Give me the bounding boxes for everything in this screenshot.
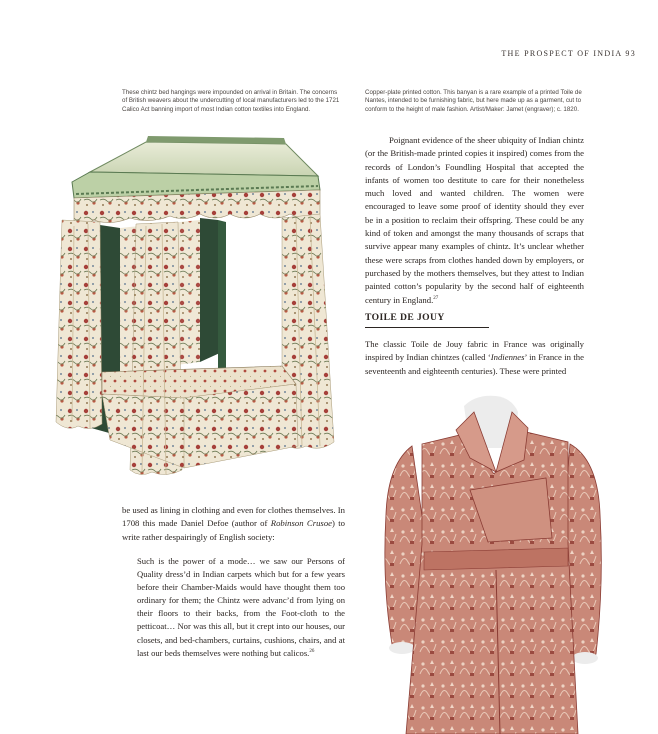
robinson-crusoe-title: Robinson Crusoe [270, 518, 333, 529]
foundling-paragraph [365, 134, 584, 307]
quote-text: Such is the power of a mode… we saw our Persons of Quality dress’d in Indian carpets which but for a few years before their Chamber-Maids would have thought them too ordinary for them; the Chintz were advanc’d from lying on their floors to their backs, from the Foot-cloth to the petticoat… Nor was this all, but it crept into our houses, our closets, and bed-chambers, curtains, cushions, chairs, and at last our beds themselves were nothing but calicos. [137, 556, 345, 658]
toile-text-end: ’ in France in the seventeenth and eighteenth centuries). These were printed [365, 352, 584, 376]
toile-italic-term: Indiennes [490, 352, 525, 363]
running-header [440, 49, 636, 58]
footnote-27: 27 [433, 295, 439, 301]
running-head-title: THE PROSPECT OF INDIA [501, 49, 623, 58]
foundling-text: Poignant evidence of the sheer ubiquity of Indian chintz (or the British-made printed copies it inspired) comes from the records of London’s Foundling Hospital that accepted the infants of women too destitute to care for their nonetheless much loved and wanted children. The women were encouraged to leave some proof of identity should they ever be in a position to reclaim their offspring. These could be any kind of token and amongst the many thousands of scraps that survive appear many examples of chintz. It’s unclear whether these were scraps from clothes handed down by employers, or purchased by the mothers themselves, but they attest to Indian painted cotton’s popularity by the second half of eighteenth century in England. [365, 135, 584, 305]
footnote-26: 26 [309, 648, 315, 654]
defoe-paragraph [122, 504, 345, 544]
defoe-text-start: be used as lining in clothing and even for clothes themselves. In 1708 this made Daniel Defoe (author of [122, 505, 345, 529]
banyan-caption: Copper-plate printed cotton. This banyan is a rare example of a printed Toile de Nantes, intended to be furnishing fabric, but here made up as a garment, cut to conform to the height of male fashion. Artist/Maker: Jamet (engraver); c. 1820. [365, 89, 582, 113]
defoe-quote [137, 555, 345, 660]
bed-caption: These chintz bed hangings were impounded on arrival in Britain. The concerns of British weavers about the undercutting of local manufacturers led to the 1721 Calico Act banning import of most Indian cotton textiles into England. [122, 89, 340, 113]
defoe-text-end: ) to write rather despairingly of English society: [122, 518, 345, 542]
page-number: 93 [625, 49, 636, 58]
toile-paragraph [365, 338, 584, 378]
chintz-bed-image [50, 136, 340, 478]
banyan-garment-image [378, 394, 612, 734]
section-heading: TOILE DE JOUY [365, 312, 489, 328]
toile-text-start: The classic Toile de Jouy fabric in France was originally inspired by Indian chintzes (called ‘ [365, 339, 584, 363]
